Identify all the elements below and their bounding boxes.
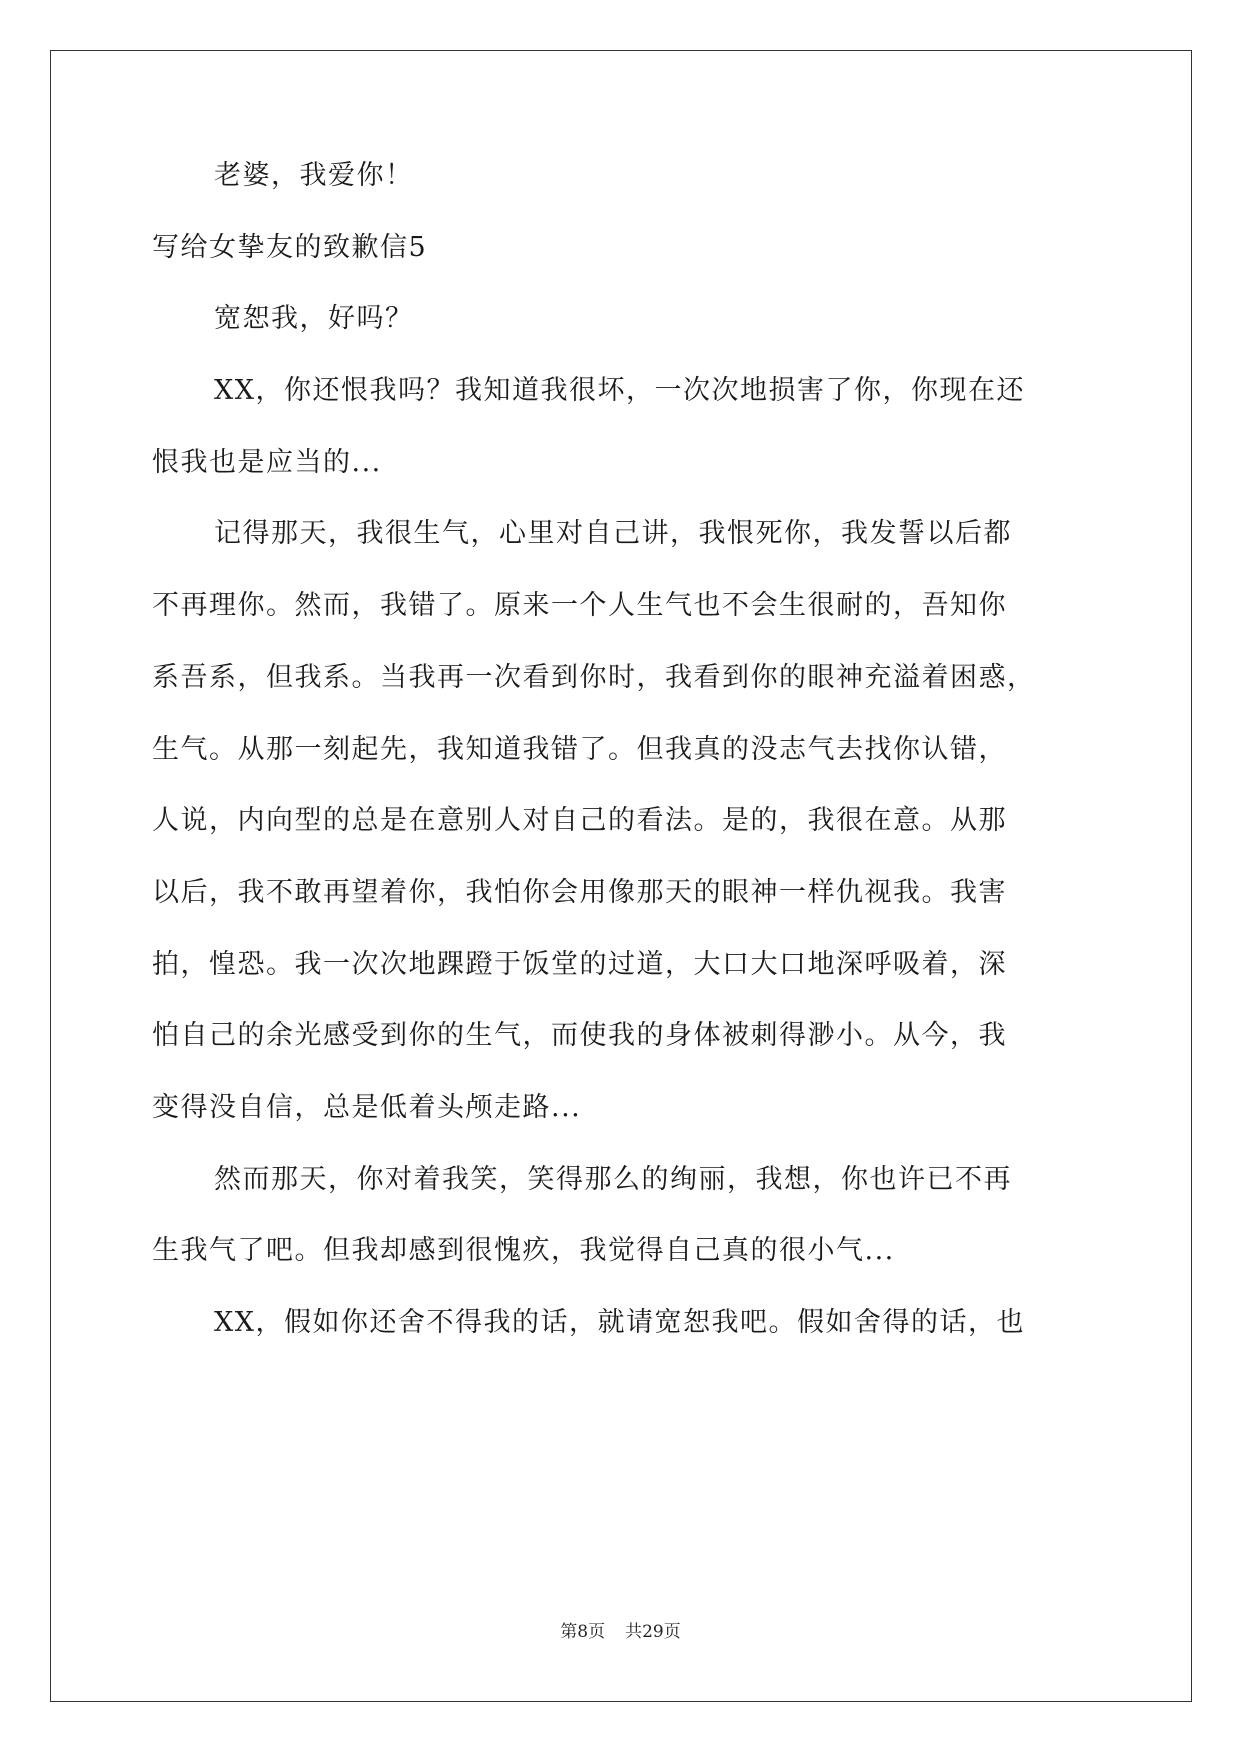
paragraph-line: 拍，惶恐。我一次次地踝蹬于饭堂的过道，大口大口地深呼吸着，深 bbox=[152, 949, 1007, 980]
section-heading: 写给女挚友的致歉信5 bbox=[152, 232, 428, 263]
paragraph-line: 人说，内向型的总是在意别人对自己的看法。是的，我很在意。从那 bbox=[152, 805, 1007, 836]
paragraph-closing: 老婆，我爱你！ bbox=[214, 160, 414, 191]
paragraph-line: 不再理你。然而，我错了。原来一个人生气也不会生很耐的，吾知你 bbox=[152, 590, 1007, 621]
paragraph-line: 记得那天，我很生气，心里对自己讲，我恨死你，我发誓以后都 bbox=[214, 518, 1012, 549]
paragraph-line: 系吾系，但我系。当我再一次看到你时，我看到你的眼神充溢着困惑， bbox=[152, 662, 1036, 693]
paragraph-line: 然而那天，你对着我笑，笑得那么的绚丽，我想，你也许已不再 bbox=[214, 1164, 1012, 1195]
paragraph-line: 变得没自信，总是低着头颅走路... bbox=[152, 1092, 582, 1123]
paragraph-line: 生我气了吧。但我却感到很愧疚，我觉得自己真的很小气... bbox=[152, 1235, 895, 1266]
paragraph-line: 恨我也是应当的... bbox=[152, 447, 382, 478]
paragraph-line: 宽恕我，好吗？ bbox=[214, 303, 414, 334]
page-footer bbox=[0, 1621, 1241, 1643]
page-total: 共29页 bbox=[625, 1622, 681, 1642]
paragraph-line: 以后，我不敢再望着你，我怕你会用像那天的眼神一样仇视我。我害 bbox=[152, 877, 1007, 908]
paragraph-line: 生气。从那一刻起先，我知道我错了。但我真的没志气去找你认错， bbox=[152, 734, 1007, 765]
paragraph-line: XX，你还恨我吗？我知道我很坏，一次次地损害了你，你现在还 bbox=[214, 375, 1025, 406]
paragraph-line: XX，假如你还舍不得我的话，就请宽恕我吧。假如舍得的话，也 bbox=[214, 1307, 1025, 1338]
page-number: 第8页 bbox=[560, 1622, 606, 1642]
paragraph-line: 怕自己的余光感受到你的生气，而使我的身体被刺得渺小。从今，我 bbox=[152, 1020, 1007, 1051]
